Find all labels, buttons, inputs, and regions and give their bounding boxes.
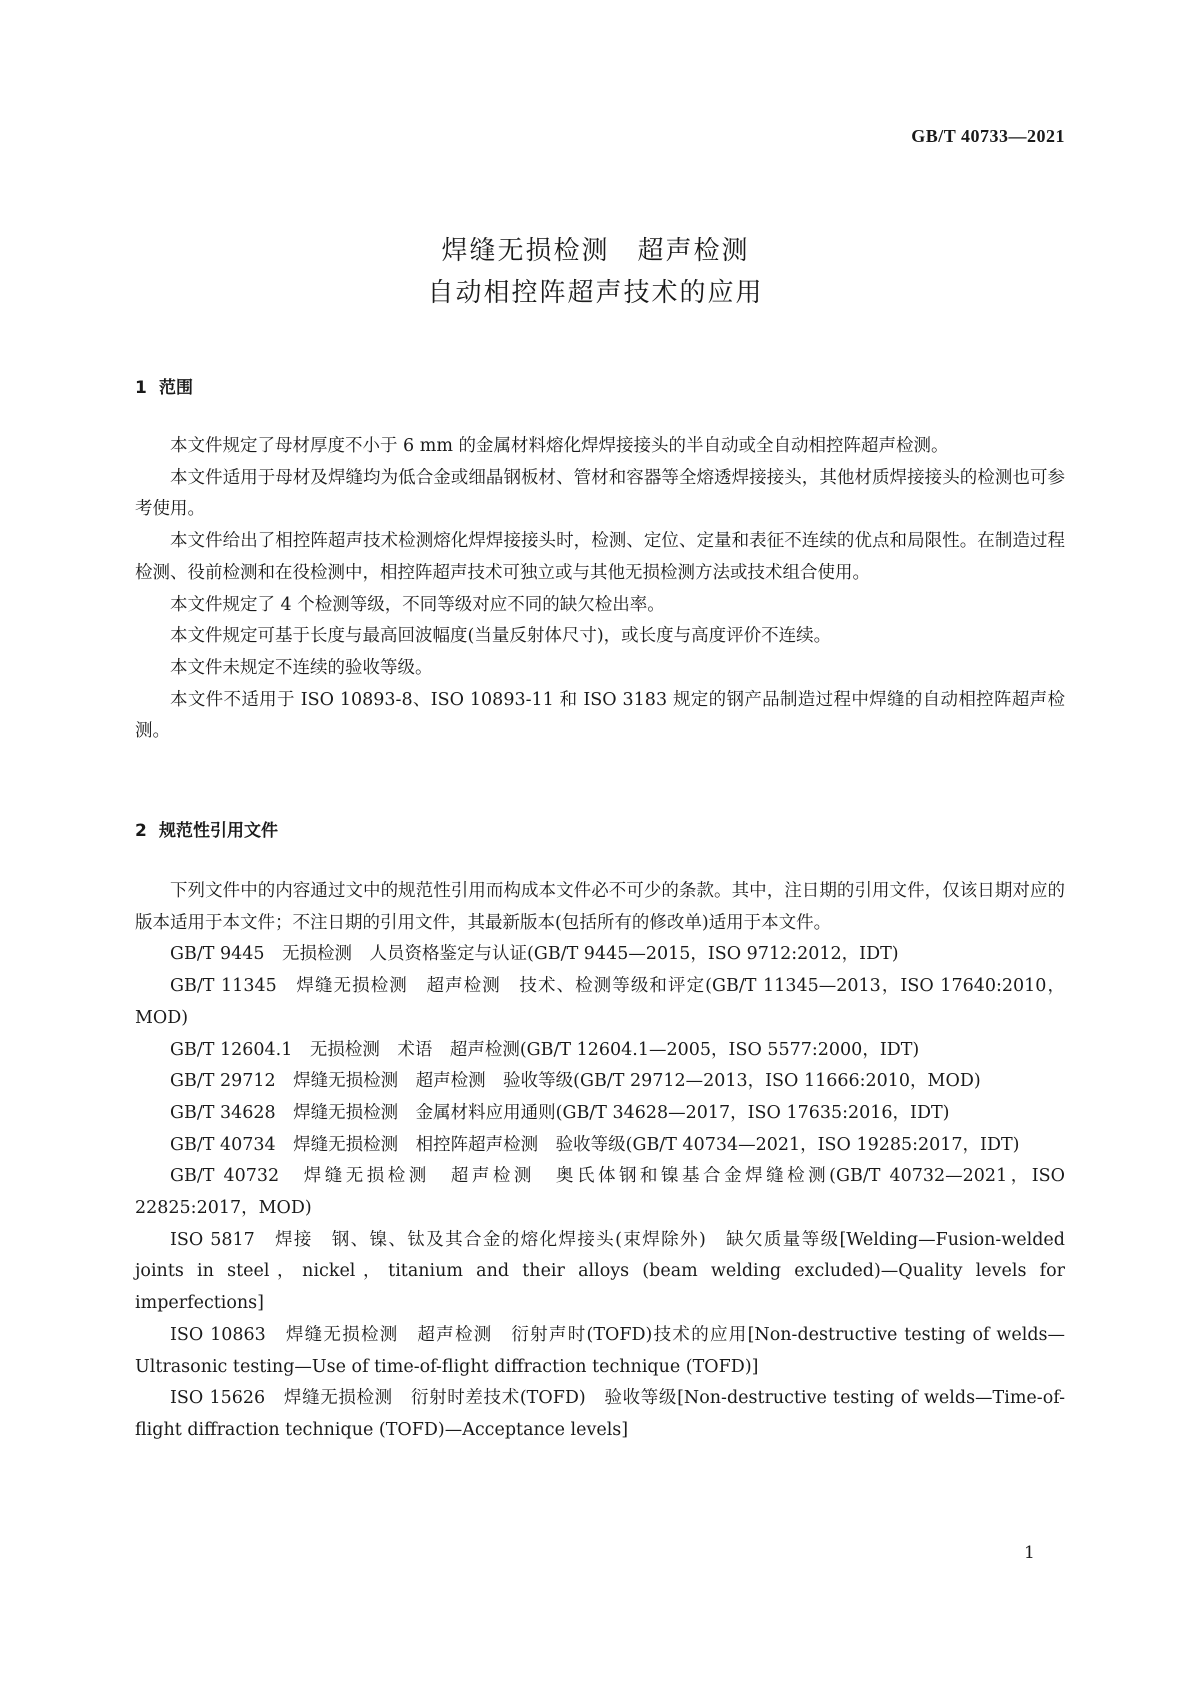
- paragraph: 下列文件中的内容通过文中的规范性引用而构成本文件必不可少的条款。其中，注日期的引用文件，仅该日期对应的版本适用于本文件；不注日期的引用文件，其最新版本(包括所有的修改单)适用于本文件。: [135, 881, 1065, 933]
- reference-item: GB/T 34628 焊缝无损检测 金属材料应用通则(GB/T 34628—2017，ISO 17635:2016，IDT): [170, 1102, 950, 1123]
- paragraph: 本文件适用于母材及焊缝均为低合金或细晶钢板材、管材和容器等全熔透焊接接头，其他材质焊接接头的检测也可参考使用。: [135, 467, 1065, 520]
- paragraph: 本文件不适用于 ISO 10893-8、ISO 10893-11 和 ISO 3183 规定的钢产品制造过程中焊缝的自动相控阵超声检测。: [135, 689, 1065, 742]
- paragraph: 本文件给出了相控阵超声技术检测熔化焊焊接接头时，检测、定位、定量和表征不连续的优点和局限性。在制造过程检测、役前检测和在役检测中，相控阵超声技术可独立或与其他无损检测方法或技术组合使用。: [135, 531, 1065, 583]
- section-title: 规范性引用文件: [159, 821, 278, 841]
- reference-item: GB/T 40732 焊缝无损检测 超声检测 奥氏体钢和镍基合金焊缝检测(GB/T 40732—2021，ISO 22825:2017，MOD): [135, 1166, 1065, 1219]
- section-title: 范围: [159, 378, 193, 398]
- page-number: 1: [1024, 1543, 1035, 1563]
- reference-item: ISO 10863 焊缝无损检测 超声检测 衍射声时(TOFD)技术的应用[Non-destructive testing of welds—Ultrasonic testing—Use of time-of-flight diffraction technique (TOFD)]: [135, 1324, 1065, 1377]
- paragraph: 本文件规定了母材厚度不小于 6 mm 的金属材料熔化焊焊接接头的半自动或全自动相控阵超声检测。: [170, 436, 949, 456]
- reference-item: GB/T 40734 焊缝无损检测 相控阵超声检测 验收等级(GB/T 40734—2021，ISO 19285:2017，IDT): [170, 1134, 1020, 1155]
- reference-item: ISO 15626 焊缝无损检测 衍射时差技术(TOFD) 验收等级[Non-destructive testing of welds—Time-of-flight diffraction technique (TOFD)—Acceptance levels]: [135, 1388, 1065, 1440]
- reference-item: GB/T 12604.1 无损检测 术语 超声检测(GB/T 12604.1—2005，ISO 5577:2000，IDT): [170, 1039, 920, 1060]
- reference-item: ISO 5817 焊接 钢、镍、钛及其合金的熔化焊接头(束焊除外) 缺欠质量等级[Welding—Fusion-welded joints in steel，nickel，titanium and their alloys (beam welding excluded)—Quality levels for imperfections]: [135, 1229, 1065, 1314]
- reference-item: GB/T 9445 无损检测 人员资格鉴定与认证(GB/T 9445—2015，ISO 9712:2012，IDT): [170, 944, 899, 965]
- reference-item: GB/T 29712 焊缝无损检测 超声检测 验收等级(GB/T 29712—2013，ISO 11666:2010，MOD): [170, 1071, 981, 1092]
- section-heading-scope: [135, 373, 193, 398]
- standard-number: GB/T 40733—2021: [911, 126, 1065, 146]
- paragraph: 本文件规定了 4 个检测等级，不同等级对应不同的缺欠检出率。: [170, 594, 665, 615]
- section-number: 2: [135, 821, 147, 841]
- paragraph: 本文件未规定不连续的验收等级。: [170, 657, 433, 678]
- document-title-line2: 自动相控阵超声技术的应用: [427, 278, 764, 308]
- reference-item: GB/T 11345 焊缝无损检测 超声检测 技术、检测等级和评定(GB/T 11345—2013，ISO 17640:2010，MOD): [135, 976, 1065, 1028]
- section-scope-body: [135, 431, 1065, 748]
- document-title-line1: 焊缝无损检测 超声检测: [441, 236, 750, 266]
- section-heading-normative-references: [135, 816, 278, 841]
- section-number: 1: [135, 378, 147, 398]
- paragraph: 本文件规定可基于长度与最高回波幅度(当量反射体尺寸)，或长度与高度评价不连续。: [170, 626, 832, 647]
- section-references-body: [135, 876, 1065, 1447]
